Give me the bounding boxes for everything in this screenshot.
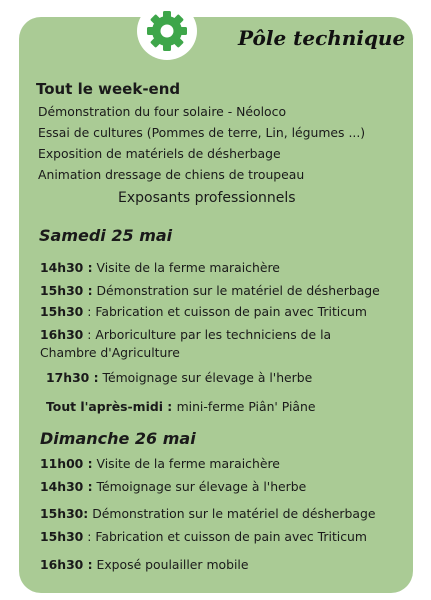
weekend-item: Démonstration du four solaire - Néoloco xyxy=(38,104,287,119)
item-text: : Arboriculture par les techniciens de la xyxy=(83,327,332,342)
item-text: Visite de la ferme maraichère xyxy=(92,260,280,275)
item-time: 11h00 : xyxy=(40,456,93,471)
item-text: : Fabrication et cuisson de pain avec Triticum xyxy=(83,304,367,319)
saturday-item xyxy=(40,304,367,320)
item-time: 16h30 : xyxy=(40,557,93,572)
item-time: 15h30: xyxy=(40,506,89,521)
sunday-item xyxy=(40,529,367,545)
item-text: Témoignage sur élevage à l'herbe xyxy=(92,479,307,494)
saturday-heading: Samedi 25 mai xyxy=(39,226,173,245)
afternoon-item xyxy=(46,399,315,415)
item-text: Témoignage sur élevage à l'herbe xyxy=(98,370,313,385)
item-time: 14h30 : xyxy=(40,479,93,494)
saturday-item xyxy=(40,260,280,276)
item-time: 15h30 xyxy=(40,529,84,544)
saturday-item-continuation: Chambre d'Agriculture xyxy=(40,345,180,360)
item-text: : Fabrication et cuisson de pain avec Triticum xyxy=(83,529,367,544)
saturday-item xyxy=(46,370,312,386)
item-text: Exposé poulailler mobile xyxy=(92,557,249,572)
item-time: 17h30 : xyxy=(46,370,99,385)
sunday-heading: Dimanche 26 mai xyxy=(40,429,196,448)
page-title: Pôle technique xyxy=(238,26,406,50)
weekend-item: Exposition de matériels de désherbage xyxy=(38,146,281,161)
weekend-item: Animation dressage de chiens de troupeau xyxy=(38,167,305,182)
item-text: Démonstration sur le matériel de désherbage xyxy=(88,506,376,521)
sunday-item xyxy=(40,506,375,522)
exposants-label: Exposants professionnels xyxy=(118,190,296,206)
item-time: 15h30 xyxy=(40,304,84,319)
gear-icon xyxy=(144,8,190,54)
saturday-item xyxy=(40,327,331,343)
afternoon-text: mini-ferme Piân' Piâne xyxy=(176,399,316,414)
item-time: 16h30 xyxy=(40,327,84,342)
sunday-item xyxy=(40,479,306,495)
sunday-item xyxy=(40,456,280,472)
item-time: 15h30 : xyxy=(40,283,93,298)
item-time: 14h30 : xyxy=(40,260,93,275)
afternoon-sep: : xyxy=(162,399,177,414)
sunday-item xyxy=(40,557,248,573)
weekend-heading: Tout le week-end xyxy=(36,80,181,98)
item-text: Démonstration sur le matériel de désherbage xyxy=(92,283,380,298)
saturday-item xyxy=(40,283,380,299)
weekend-item: Essai de cultures (Pommes de terre, Lin, légumes ...) xyxy=(38,125,366,140)
gear-badge xyxy=(137,2,197,60)
item-text: Visite de la ferme maraichère xyxy=(92,456,280,471)
afternoon-label: Tout l'après-midi xyxy=(46,399,163,414)
